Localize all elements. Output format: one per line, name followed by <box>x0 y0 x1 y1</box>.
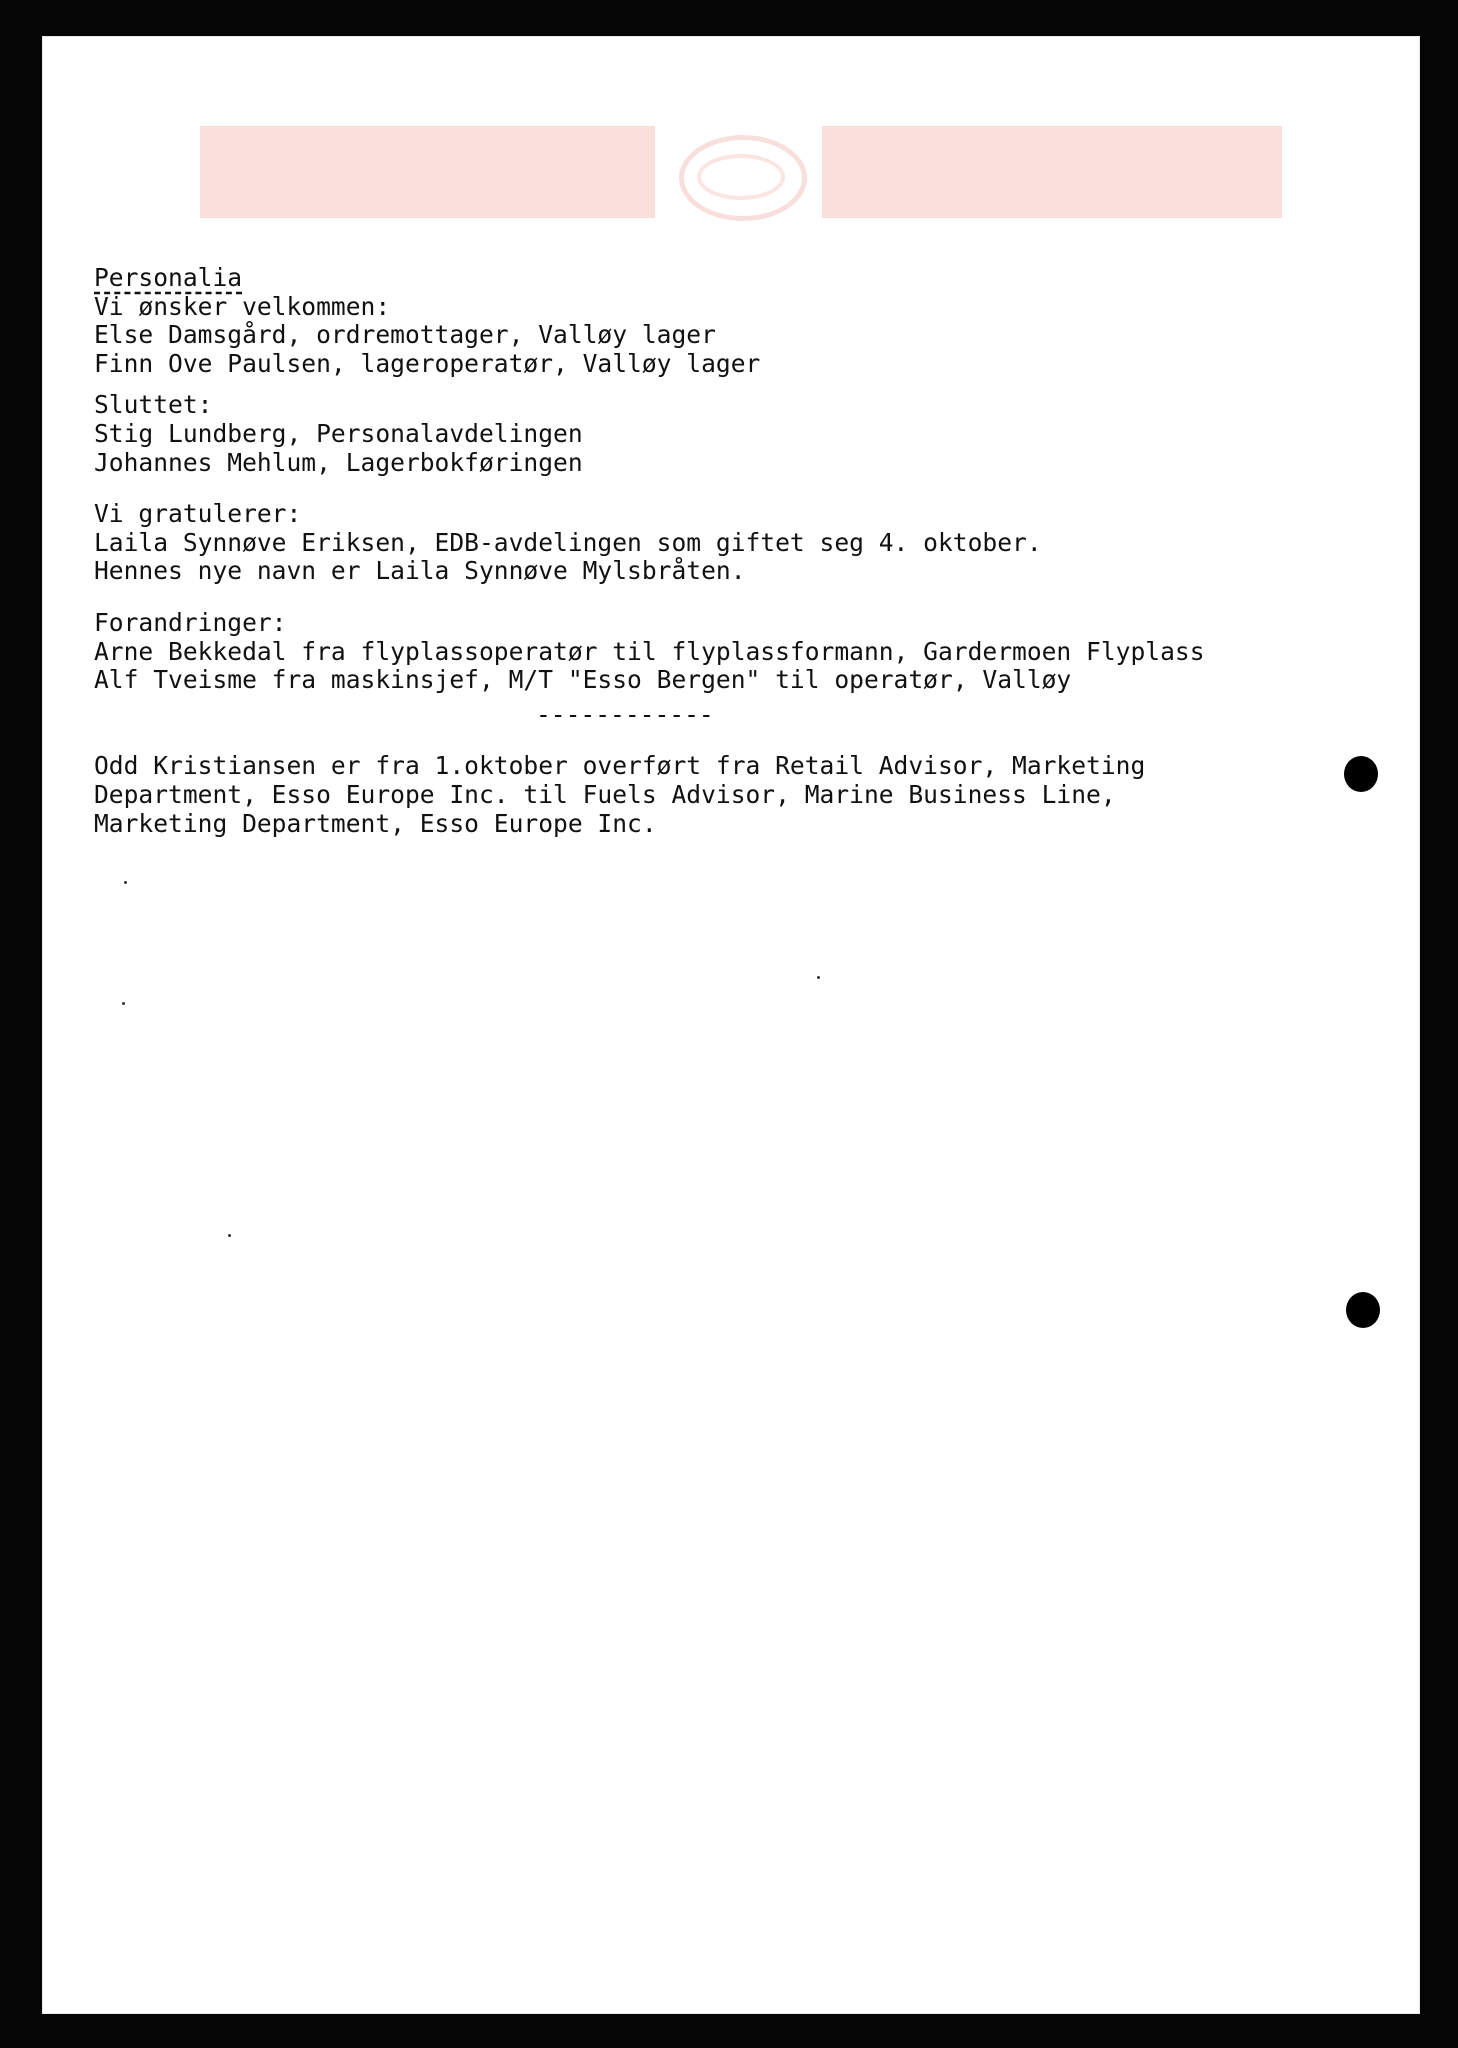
section-line: Stig Lundberg, Personalavdelingen <box>94 418 583 448</box>
paper-speck <box>228 1234 231 1237</box>
section-line: Arne Bekkedal fra flyplassoperatør til flyplassformann, Gardermoen Flyplass <box>94 636 1205 666</box>
paper-speck <box>122 1002 125 1005</box>
closing-line: Marketing Department, Esso Europe Inc. <box>94 808 657 838</box>
section-line: Johannes Mehlum, Lagerbokføringen <box>94 447 583 477</box>
punch-hole <box>1344 756 1378 792</box>
section-line: Alf Tveisme fra maskinsjef, M/T "Esso Bergen" til operatør, Valløy <box>94 665 1072 695</box>
section-line: Finn Ove Paulsen, lageroperatør, Valløy lager <box>94 348 761 378</box>
section-line: Laila Synnøve Eriksen, EDB-avdelingen som giftet seg 4. oktober. <box>94 527 1042 557</box>
letterhead-ghost-left <box>200 126 655 218</box>
document-page <box>42 36 1420 2014</box>
section-line: Else Damsgård, ordremottager, Valløy lager <box>94 320 716 350</box>
closing-line: Odd Kristiansen er fra 1.oktober overført fra Retail Advisor, Marketing <box>94 751 1146 781</box>
punch-hole <box>1346 1292 1380 1328</box>
section-title: Vi gratulerer: <box>94 499 302 529</box>
letterhead-ghost-right <box>822 126 1282 218</box>
paper-speck <box>817 976 820 979</box>
section-title: Forandringer: <box>94 607 287 637</box>
section-line: Hennes nye navn er Laila Synnøve Mylsbråten. <box>94 556 746 586</box>
letterhead-logo-inner-ghost <box>697 154 785 200</box>
heading-personalia: Personalia <box>94 263 243 292</box>
section-title: Sluttet: <box>94 390 213 420</box>
closing-line: Department, Esso Europe Inc. til Fuels Advisor, Marine Business Line, <box>94 779 1116 809</box>
paper-speck <box>124 881 127 884</box>
separator-line: ------------ <box>536 699 714 729</box>
section-title: Vi ønsker velkommen: <box>94 291 391 321</box>
typed-text <box>94 264 1394 838</box>
